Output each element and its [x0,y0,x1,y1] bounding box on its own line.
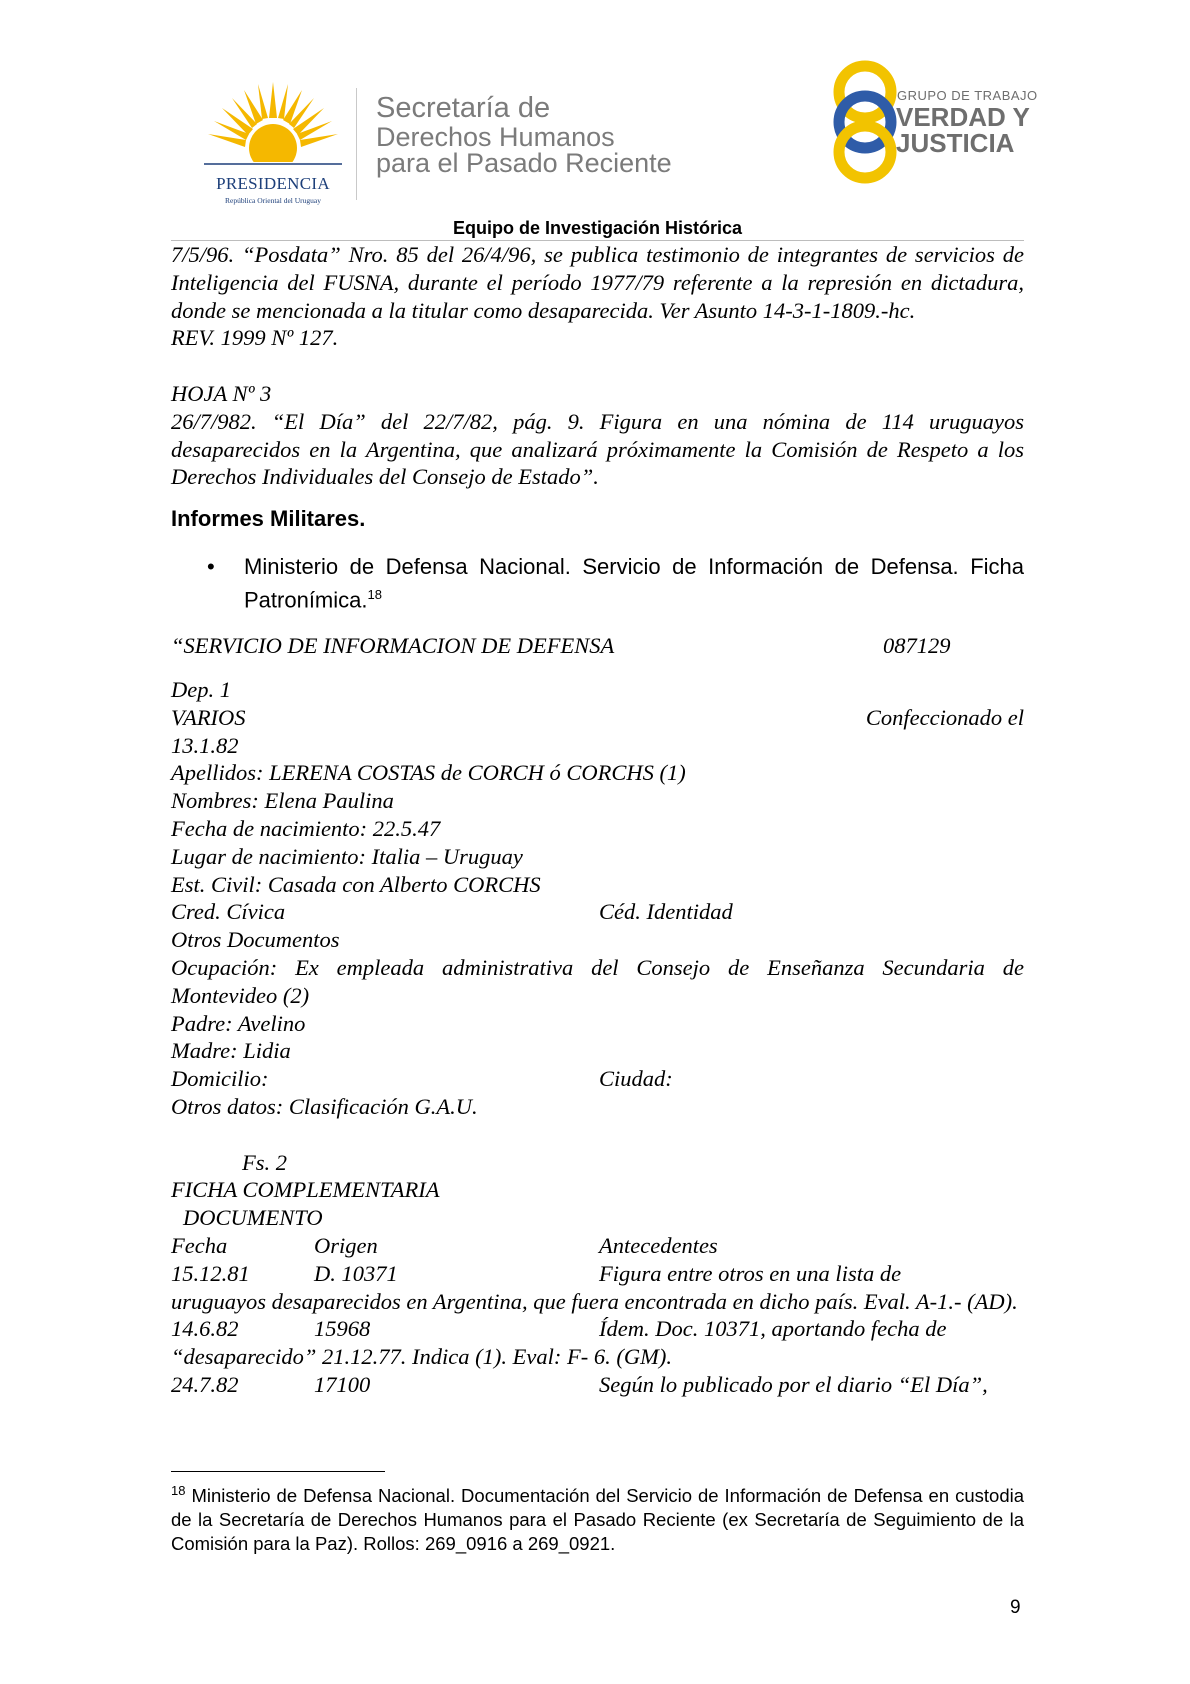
bullet-text: Ministerio de Defensa Nacional. Servicio de Información de Defensa. Ficha Patronímica. [244,553,1024,613]
row1-fecha: 15.12.81 [171,1260,250,1286]
cedula-identidad: Céd. Identidad [599,899,733,925]
grupo-line2: VERDAD Y [896,102,1030,132]
section-title: Informes Militares. [171,506,366,532]
paragraph-hoja: HOJA Nº 3 [171,380,272,406]
dep: Dep. 1 [171,677,231,703]
bullet-dot-icon: • [207,553,215,579]
fecha-confeccion: 13.1.82 [171,732,239,758]
credencial-civica: Cred. Cívica [171,899,286,925]
row1-origen: D. 10371 [314,1260,398,1286]
secretaria-line3: para el Pasado Reciente [376,148,672,178]
apellidos: Apellidos: LERENA COSTAS de CORCH ó CORCHS (1) [171,760,686,786]
ficha-header-row [171,632,1024,660]
footnote-text: Ministerio de Defensa Nacional. Documentación del Servicio de Información de Defensa en custodia de la Secretaría de Derechos Humanos para el Pasado Reciente (ex Secretaría de Seguimiento de la Comisión para la Paz). Rollos: 269_0916 a 269_0921. [171,1485,1025,1555]
padre: Padre: Avelino [171,1010,306,1036]
lugar-nacimiento: Lugar de nacimiento: Italia – Uruguay [171,843,523,869]
footnote [171,1479,1024,1556]
documento-label: DOCUMENTO [183,1205,323,1231]
presidencia-subtitle: República Oriental del Uruguay [224,196,321,205]
otros-documentos: Otros Documentos [171,927,340,953]
secretaria-line2: Derechos Humanos [376,122,615,152]
row3-origen: 17100 [314,1372,371,1398]
paragraph-rev: REV. 1999 Nº 127. [171,325,339,351]
presidencia-logo [196,78,356,218]
fs-label: Fs. 2 [242,1149,287,1175]
table-row [171,1315,1024,1343]
ciudad: Ciudad: [599,1066,673,1092]
ficha-number: 087129 [883,633,951,659]
table-header-row [171,1232,1024,1260]
nombres: Nombres: Elena Paulina [171,788,394,814]
row2-continuation: “desaparecido” 21.12.77. Indica (1). Eval: F- 6. (GM). [171,1344,672,1370]
paragraph-posdata: 7/5/96. “Posdata” Nro. 85 del 26/4/96, se publica testimonio de integrantes de servicios de Inteligencia del FUSNA, durante el período 1977/79 referente a la represión en dictadura, donde se mencionada a la titular como desaparecida. Ver Asunto 14-3-1-1809.-hc. [171,242,1024,323]
footnote-rule [171,1471,385,1472]
col-origen: Origen [314,1233,378,1259]
page-header [0,48,1190,205]
page-number: 9 [1010,1597,1021,1618]
credencial-row [171,898,1024,926]
domicilio-row [171,1065,1024,1093]
table-row [171,1371,1024,1399]
confeccionado: Confeccionado el [865,704,1024,730]
row2-origen: 15968 [314,1316,371,1342]
paragraph-el-dia: 26/7/982. “El Día” del 22/7/82, pág. 9. Figura en una nómina de 114 uruguayos desaparecidos en la Argentina, que analizará próximamente la Comisión de Respeto a los Derechos Individuales del Consejo de Estado”. [171,408,1024,490]
row3-fecha: 24.7.82 [171,1372,239,1398]
sun-emblem-icon [196,78,350,174]
secretaria-line1: Secretaría de [376,92,551,124]
varios-row [171,704,1024,732]
madre: Madre: Lidia [171,1038,291,1064]
presidencia-word: PRESIDENCIA [216,174,330,193]
ficha-title: “SERVICIO DE INFORMACION DE DEFENSA [171,633,615,659]
otros-datos: Otros datos: Clasificación G.A.U. [171,1094,478,1120]
fecha-nacimiento: Fecha de nacimiento: 22.5.47 [171,816,441,842]
row2-fecha: 14.6.82 [171,1316,239,1342]
row2-antecedentes: Ídem. Doc. 10371, aportando fecha de [599,1316,947,1342]
bullet-item [171,553,1024,614]
header-divider [356,88,357,200]
team-title: Equipo de Investigación Histórica [452,218,743,238]
estado-civil: Est. Civil: Casada con Alberto CORCHS [171,871,541,897]
row3-antecedentes: Según lo publicado por el diario “El Día”, [599,1372,988,1398]
grupo-line1: GRUPO DE TRABAJO [897,88,1038,103]
col-fecha: Fecha [171,1233,228,1259]
col-antecedentes: Antecedentes [599,1233,718,1259]
footnote-number: 18 [171,1483,186,1498]
domicilio: Domicilio: [171,1066,269,1092]
ficha-complementaria: FICHA COMPLEMENTARIA [171,1177,440,1203]
footnote-ref[interactable]: 18 [367,586,382,602]
varios: VARIOS [171,704,246,730]
grupo-line3: JUSTICIA [896,128,1015,158]
page-body [171,241,1024,1399]
row1-continuation: uruguayos desaparecidos en Argentina, que fuera encontrada en dicho país. Eval. A-1.- (AD). [171,1288,1018,1314]
ocupacion: Ocupación: Ex empleada administrativa del Consejo de Enseñanza Secundaria de Montevideo (2) [171,955,1024,1008]
row1-antecedentes: Figura entre otros en una lista de [599,1260,902,1286]
table-row [171,1260,1024,1288]
